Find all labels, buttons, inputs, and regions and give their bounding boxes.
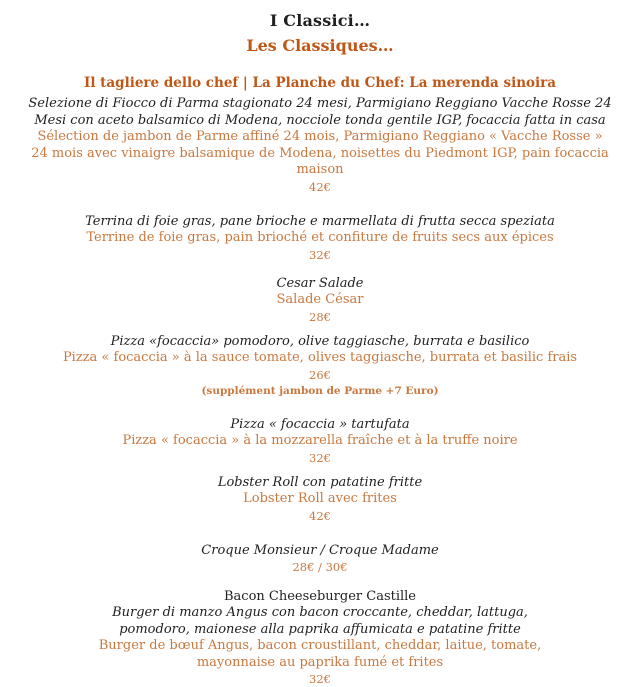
- item-price: 32€: [309, 247, 331, 262]
- item-desc-french: Salade César: [276, 292, 364, 307]
- item-price: 28€ / 30€: [292, 560, 348, 574]
- item-desc-italian: Lobster Roll con patatine fritte: [217, 474, 423, 490]
- menu-item-cesar-salade: [0, 276, 640, 325]
- item-desc-french: Terrine de foie gras, pain brioché et confiture de fruits secs aux épices: [86, 230, 554, 245]
- item-price: 28€: [309, 309, 331, 324]
- item-supplement-note: (supplément jambon de Parme +7 Euro): [201, 384, 439, 397]
- item-desc-french: Sélection de jambon de Parme affiné 24 mois, Parmigiano Reggiano « Vacche Rosse » 24 mois avec vinaigre balsamique de Modena, noisettes du Piedmont IGP, pain focaccia maison: [31, 129, 609, 177]
- item-desc-italian: Pizza «focaccia» pomodoro, olive taggiasche, burrata e basilico: [110, 333, 530, 349]
- item-desc-italian: Terrina di foie gras, pane brioche e marmellata di frutta secca speziata: [85, 213, 555, 229]
- item-name: Bacon Cheeseburger Castille: [223, 589, 417, 604]
- item-price: 42€: [309, 179, 331, 194]
- item-price: 32€: [309, 672, 331, 686]
- menu-item-croque: [0, 543, 640, 576]
- item-desc-french: Lobster Roll avec frites: [243, 491, 397, 506]
- item-desc-italian: Burger di manzo Angus con bacon croccante, cheddar, lattuga, pomodoro, maionese alla paprika affumicata e patatine fritte: [112, 605, 528, 637]
- menu-header: [0, 11, 640, 56]
- item-heading: Il tagliere dello chef | La Planche du Chef: La merenda sinoira: [84, 75, 556, 91]
- item-price: 26€: [309, 367, 331, 382]
- menu-item-terrina: [0, 214, 640, 263]
- item-desc-french: Pizza « focaccia » à la sauce tomate, olives taggiasche, burrata et basilic frais: [62, 350, 578, 365]
- item-price: 32€: [309, 450, 331, 465]
- menu-title-italian: I Classici…: [269, 11, 371, 30]
- item-desc-italian: Croque Monsieur / Croque Madame: [201, 542, 439, 558]
- item-desc-italian: Cesar Salade: [276, 275, 364, 291]
- item-price: 42€: [309, 508, 331, 523]
- menu-item-bacon-cheeseburger: [0, 588, 640, 687]
- item-desc-french: Burger de bœuf Angus, bacon croustillant, cheddar, laitue, tomate, mayonnaise au paprika fumé et frites: [98, 638, 542, 670]
- menu-item-pizza-pomodoro: [0, 334, 640, 398]
- menu-item-tagliere: [0, 75, 640, 195]
- item-desc-french: Pizza « focaccia » à la mozzarella fraîche et à la truffe noire: [122, 433, 518, 448]
- item-desc-italian: Pizza « focaccia » tartufata: [230, 416, 410, 432]
- menu-title-french: Les Classiques…: [246, 36, 394, 55]
- menu-item-lobster-roll: [0, 475, 640, 524]
- menu-item-pizza-tartufata: [0, 417, 640, 466]
- item-desc-italian: Selezione di Fiocco di Parma stagionato 24 mesi, Parmigiano Reggiano Vacche Rosse 24 Mesi con aceto balsamico di Modena, nocciole tonda gentile IGP, focaccia fatta in casa: [28, 96, 612, 128]
